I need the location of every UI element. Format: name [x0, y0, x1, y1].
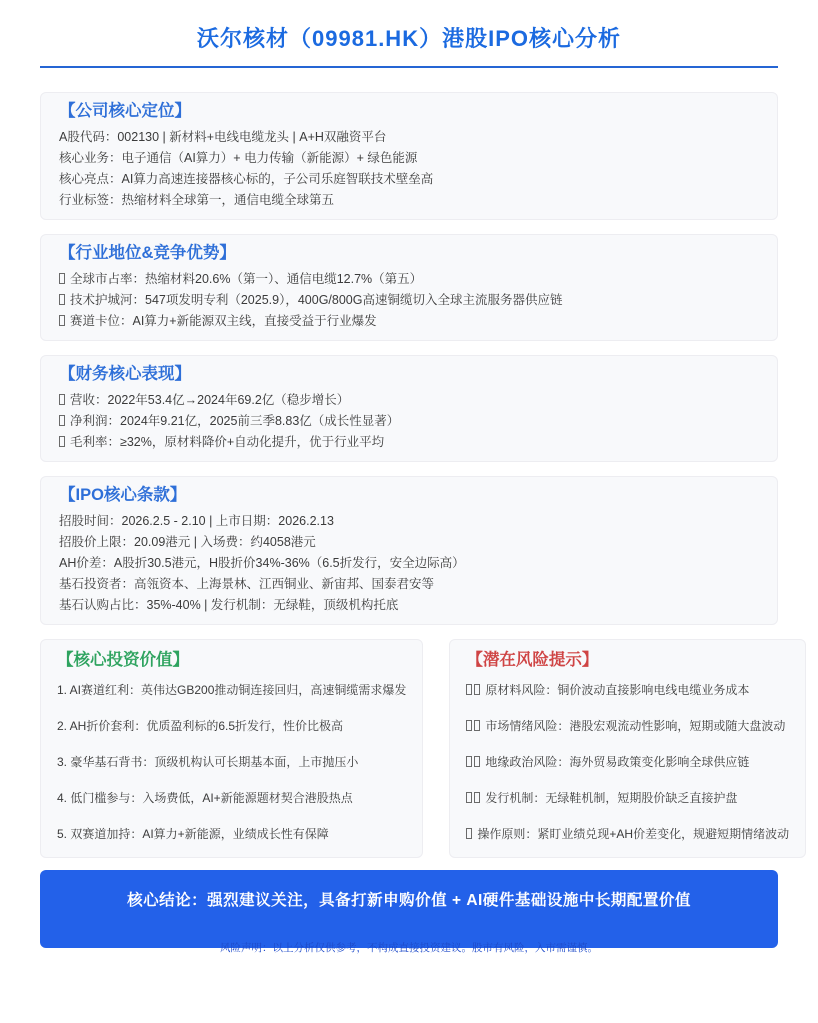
- info-line-text: 赛道卡位：AI算力+新能源双主线，直接受益于行业爆发: [70, 314, 377, 328]
- info-line: 核心亮点：AI算力高速连接器核心标的，子公司乐庭智联技术壁垒高: [59, 172, 434, 186]
- section-title-financial-performance: 【财务核心表现】: [59, 365, 191, 383]
- risk-item: [466, 756, 789, 769]
- missing-glyph-icon: [59, 315, 65, 326]
- info-line: 核心业务：电子通信（AI算力）+ 电力传输（新能源）+ 绿色能源: [59, 151, 418, 165]
- missing-glyph-icon: [59, 436, 65, 447]
- risk-item: [466, 684, 789, 697]
- info-line: 基石认购占比：35%-40% | 发行机制：无绿鞋，顶级机构托底: [59, 598, 399, 612]
- column-title-investment-value: 【核心投资价值】: [57, 651, 189, 669]
- value-item: 5. 双赛道加持：AI算力+新能源，业绩成长性有保障: [57, 827, 329, 841]
- page-title: 沃尔核材（09981.HK）港股IPO核心分析: [197, 26, 621, 51]
- section-title-company-positioning: 【公司核心定位】: [59, 102, 191, 120]
- section-title-ipo-terms: 【IPO核心条款】: [59, 486, 187, 504]
- section-financial-performance: [40, 355, 778, 462]
- missing-glyph-icon: [466, 756, 472, 767]
- info-line: A股代码：002130 | 新材料+电线电缆龙头 | A+H双融资平台: [59, 130, 387, 144]
- info-line: 基石投资者：高瓴资本、上海景林、江西铜业、新宙邦、国泰君安等: [59, 577, 435, 591]
- missing-glyph-icon: [474, 720, 480, 731]
- risk-item: [466, 792, 789, 805]
- missing-glyph-icon: [466, 720, 472, 731]
- column-investment-value: [40, 639, 423, 858]
- info-line: [59, 290, 759, 311]
- info-line-text: 毛利率：≥32%，原材料降价+自动化提升，优于行业平均: [70, 435, 385, 449]
- section-ipo-terms: [40, 476, 778, 625]
- info-line: [59, 269, 759, 290]
- column-risk-warning: [449, 639, 806, 858]
- title-underline: [40, 66, 778, 68]
- risk-item: [466, 828, 789, 841]
- risk-item-text: 发行机制：无绿鞋机制，短期股价缺乏直接护盘: [485, 791, 738, 805]
- risk-item-text: 原材料风险：铜价波动直接影响电线电缆业务成本: [485, 683, 750, 697]
- risk-item-text: 操作原则：紧盯业绩兑现+AH价差变化，规避短期情绪波动: [477, 827, 790, 841]
- value-item: 3. 豪华基石背书：顶级机构认可长期基本面，上市抛压小: [57, 755, 359, 769]
- missing-glyph-icon: [59, 273, 65, 284]
- info-line: [59, 432, 759, 453]
- info-line: AH价差：A股折30.5港元，H股折价34%-36%（6.5折发行，安全边际高）: [59, 556, 465, 570]
- risk-item-text: 地缘政治风险：海外贸易政策变化影响全球供应链: [485, 755, 750, 769]
- section-company-positioning: [40, 92, 778, 220]
- conclusion-text: 核心结论：强烈建议关注，具备打新申购价值 + AI硬件基础设施中长期配置价值: [127, 892, 691, 909]
- value-item: 1. AI赛道红利：英伟达GB200推动铜连接回归，高速铜缆需求爆发: [57, 683, 407, 697]
- risk-item-text: 市场情绪风险：港股宏观流动性影响，短期或随大盘波动: [485, 719, 786, 733]
- info-line: [59, 390, 759, 411]
- two-column-area: [40, 639, 790, 858]
- risk-item: [466, 720, 789, 733]
- disclaimer-text: 风险声明：以上分析仅供参考，不构成直接投资建议。股市有风险，入市需谨慎。: [220, 942, 598, 954]
- info-line: [59, 311, 759, 332]
- missing-glyph-icon: [466, 828, 472, 839]
- value-item: 2. AH折价套利：优质盈利标的6.5折发行，性价比极高: [57, 719, 344, 733]
- value-item: 4. 低门槛参与：入场费低，AI+新能源题材契合港股热点: [57, 791, 353, 805]
- info-line: 招股价上限：20.09港元 | 入场费：约4058港元: [59, 535, 316, 549]
- missing-glyph-icon: [466, 792, 472, 803]
- info-line-text: 技术护城河：547项发明专利（2025.9），400G/800G高速铜缆切入全球主流服务器供应链: [70, 293, 563, 307]
- section-industry-position: [40, 234, 778, 341]
- missing-glyph-icon: [59, 415, 65, 426]
- missing-glyph-icon: [59, 294, 65, 305]
- info-line-text: 净利润：2024年9.21亿，2025前三季8.83亿（成长性显著）: [70, 414, 400, 428]
- missing-glyph-icon: [59, 394, 65, 405]
- conclusion-banner: [40, 870, 778, 954]
- missing-glyph-icon: [474, 792, 480, 803]
- info-line-text: 全球市占率：热缩材料20.6%（第一）、通信电缆12.7%（第五）: [70, 272, 423, 286]
- info-line: [59, 411, 759, 432]
- info-line: 招股时间：2026.2.5 - 2.10 | 上市日期：2026.2.13: [59, 514, 334, 528]
- section-title-industry-position: 【行业地位&竞争优势】: [59, 244, 236, 262]
- column-title-risk-warning: 【潜在风险提示】: [466, 651, 599, 669]
- missing-glyph-icon: [474, 684, 480, 695]
- info-line-text: 营收：2022年53.4亿→2024年69.2亿（稳步增长）: [70, 393, 350, 407]
- missing-glyph-icon: [466, 684, 472, 695]
- info-line: 行业标签：热缩材料全球第一，通信电缆全球第五: [59, 193, 335, 207]
- missing-glyph-icon: [474, 756, 480, 767]
